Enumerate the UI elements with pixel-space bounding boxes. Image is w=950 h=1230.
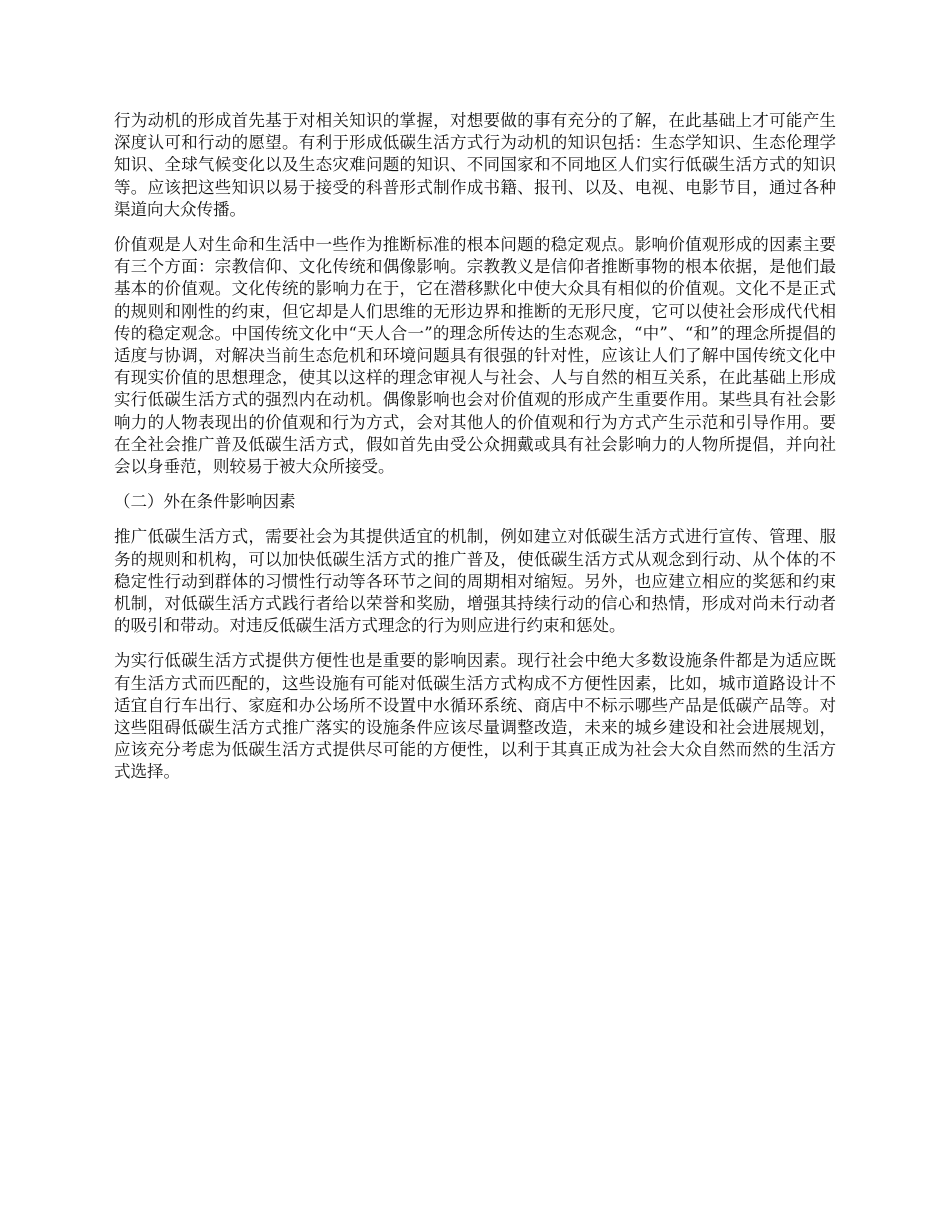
section-heading-external-factors: （二）外在条件影响因素 xyxy=(114,492,296,512)
paragraph-knowledge: 行为动机的形成首先基于对相关知识的掌握，对想要做的事有充分的了解，在此基础上才可能产生深度认可和行动的愿望。有利于形成低碳生活方式行为动机的知识包括：生态学知识、生态伦理学知识、全球气候变化以及生态灾难问题的知识、不同国家和不同地区人们实行低碳生活方式的知识等。应该把这些知识以易于接受的科普形式制作成书籍、报刊、以及、电视、电影节目，通过各种渠道向大众传播。 xyxy=(114,111,836,219)
paragraph-mechanism: 推广低碳生活方式，需要社会为其提供适宜的机制，例如建立对低碳生活方式进行宣传、管理、服务的规则和机构，可以加快低碳生活方式的推广普及，使低碳生活方式从观念到行动、从个体的不稳定性行动到群体的习惯性行动等各环节之间的周期相对缩短。另外，也应建立相应的奖惩和约束机制，对低碳生活方式践行者给以荣誉和奖励，增强其持续行动的信心和热情，形成对尚未行动者的吸引和带动。对违反低碳生活方式理念的行为则应进行约束和惩处。 xyxy=(114,527,836,636)
document-page xyxy=(114,110,836,797)
paragraph-convenience: 为实行低碳生活方式提供方便性也是重要的影响因素。现行社会中绝大多数设施条件都是为适应既有生活方式而匹配的，这些设施有可能对低碳生活方式构成不方便性因素，比如，城市道路设计不适宜自行车出行、家庭和办公场所不设置中水循环系统、商店中不标示哪些产品是低碳产品等。对这些阻碍低碳生活方式推广落实的设施条件应该尽量调整改造，未来的城乡建设和社会进展规划，应该充分考虑为低碳生活方式提供尽可能的方便性，以利于其真正成为社会大众自然而然的生活方式选择。 xyxy=(114,651,836,782)
paragraph-values: 价值观是人对生命和生活中一些作为推断标准的根本问题的稳定观点。影响价值观形成的因素主要有三个方面：宗教信仰、文化传统和偶像影响。宗教教义是信仰者推断事物的根本依据，是他们最基本的价值观。文化传统的影响力在于，它在潜移默化中使大众具有相似的价值观。文化不是正式的规则和刚性的约束，但它却是人们思维的无形边界和推断的无形尺度，它可以使社会形成代代相传的稳定观念。中国传统文化中“天人合一”的理念所传达的生态观念，“中”、“和”的理念所提倡的适度与协调，对解决当前生态危机和环境问题具有很强的针对性，应该让人们了解中国传统文化中有现实价值的思想理念，使其以这样的理念审视人与社会、人与自然的相互关系，在此基础上形成实行低碳生活方式的强烈内在动机。偶像影响也会对价值观的形成产生重要作用。某些具有社会影响力的人物表现出的价值观和行为方式，会对其他人的价值观和行为方式产生示范和引导作用。要在全社会推广普及低碳生活方式，假如首先由受公众拥戴或具有社会影响力的人物所提倡，并向社会以身垂范，则较易于被大众所接受。 xyxy=(114,235,836,477)
